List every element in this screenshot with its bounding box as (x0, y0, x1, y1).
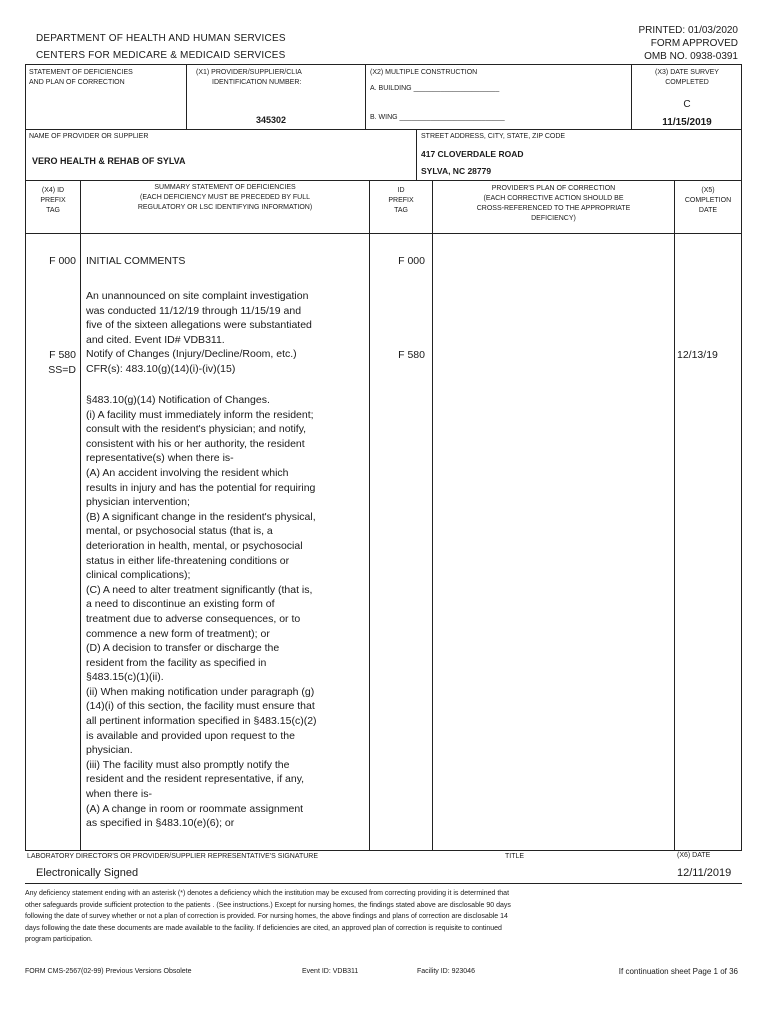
survey-date: 11/15/2019 (662, 117, 712, 128)
provider-name: VERO HEALTH & REHAB OF SYLVA (32, 156, 186, 166)
x5-header: (X5) COMPLETION DATE (684, 187, 732, 214)
survey-type-letter: C (683, 99, 691, 110)
summary-header: SUMMARY STATEMENT OF DEFICIENCIES (EACH DEFICIENCY MUST BE PRECEDED BY FULL REGULATORY OR LSC IDENTIFYING INFORMATION) (137, 184, 313, 211)
form-approved: FORM APPROVED (650, 38, 738, 49)
printed-date: PRINTED: 01/03/2020 (638, 25, 738, 36)
severity-scope: SS=D (48, 364, 76, 376)
page-indicator: If continuation sheet Page 1 of 36 (618, 967, 738, 976)
id-header: ID PREFIX TAG (388, 187, 414, 214)
disclaimer: Any deficiency statement ending with an asterisk (*) denotes a deficiency which the institution may be excused from correcting providing it is determined that other safeguards provide sufficient protection to the patients . (See instructions.) Except for nursing homes, the findings stated above are disclosable 90 days following the date of survey whether or not a plan of correction is provided. For nursing homes, the above findings and plans of correction are disclosable 14 days following the date these documents are made available to the facility. If deficiencies are cited, an approved plan of correction is requisite to continued program participation. (25, 890, 511, 943)
regulation-text: §483.10(g)(14) Notification of Changes. (i) A facility must immediately inform the resident; consult with the resident's physician; and notify, consistent with his or her authority, the resident representative(s) when there is- (A) An accident involving the resident which results in injury and has the potential for requiring physician intervention; (B) A significant change in the resident's physical, mental, or psychosocial status (that is, a deterioration in health, mental, or psychosocial status in either life-threatening conditions or clinical complications); (C) A need to alter treatment significantly (that is, a need to discontinue an existing form of treatment due to adverse consequences, or to commence a new form of treatment); or (D) A decision to transfer or discharge the resident from the facility as specified in §483.15(c)(1)(ii). (ii) When making notification under paragraph (g) (14)(i) of this section, the facility must ensure that all pertinent information specified in §483.15(c)(2) is available and provided upon request to the physician. (iii) The facility must also promptly notify the resident and the resident representative, if any, when there is- (A) A change in room or roommate assignment as specified in §483.10(e)(6); or (86, 394, 317, 830)
agency-title: CENTERS FOR MEDICARE & MEDICAID SERVICES (36, 50, 286, 61)
x2-label: (X2) MULTIPLE CONSTRUCTION (370, 69, 478, 76)
address-label: STREET ADDRESS, CITY, STATE, ZIP CODE (421, 133, 566, 140)
tag-f000: F 000 (49, 255, 76, 267)
x4-header: (X4) ID PREFIX TAG (40, 187, 66, 214)
x1-label: (X1) PROVIDER/SUPPLIER/CLIA IDENTIFICATION NUMBER: (196, 69, 302, 86)
facility-id: Facility ID: 923046 (417, 968, 475, 975)
wing-field: B. WING ___________________________ (370, 114, 505, 121)
date-label: (X6) DATE (677, 852, 711, 859)
id-tag-f000: F 000 (398, 255, 425, 267)
provider-name-label: NAME OF PROVIDER OR SUPPLIER (29, 133, 149, 140)
tag-f580: F 580 (49, 349, 76, 361)
initial-comments-title: INITIAL COMMENTS (86, 255, 186, 267)
completion-date: 12/13/19 (677, 349, 718, 361)
title-label: TITLE (505, 853, 525, 860)
street-address: 417 CLOVERDALE ROAD (421, 149, 524, 159)
signature-date: 12/11/2019 (677, 867, 732, 879)
city-state-zip: SYLVA, NC 28779 (421, 166, 492, 176)
signature-label: LABORATORY DIRECTOR'S OR PROVIDER/SUPPLIER REPRESENTATIVE'S SIGNATURE (27, 853, 319, 860)
form-number: FORM CMS-2567(02-99) Previous Versions Obsolete (25, 968, 192, 975)
department-title: DEPARTMENT OF HEALTH AND HUMAN SERVICES (36, 33, 286, 44)
statement-label: STATEMENT OF DEFICIENCIES AND PLAN OF CORRECTION (29, 69, 133, 86)
omb-number: OMB NO. 0938-0391 (644, 51, 738, 62)
event-id: Event ID: VDB311 (302, 968, 359, 975)
provider-number: 345302 (256, 115, 287, 125)
signature-value: Electronically Signed (36, 867, 139, 879)
x3-label: (X3) DATE SURVEY COMPLETED (655, 69, 719, 86)
plan-header: PROVIDER'S PLAN OF CORRECTION (EACH CORRECTIVE ACTION SHOULD BE CROSS-REFERENCED TO THE APPROPRIATE DEFICIENCY) (476, 185, 631, 222)
id-tag-f580: F 580 (398, 349, 425, 361)
building-field: A. BUILDING ______________________ (370, 85, 500, 92)
intro-text: An unannounced on site complaint investigation was conducted 11/12/19 through 11/15/19 and five of the sixteen allegations were substantiated and cited. Event ID# VDB311. Notify of Changes (Injury/Decline/Room, etc.) CFR(s): 483.10(g)(14)(i)-(iv)(15) (86, 290, 312, 375)
